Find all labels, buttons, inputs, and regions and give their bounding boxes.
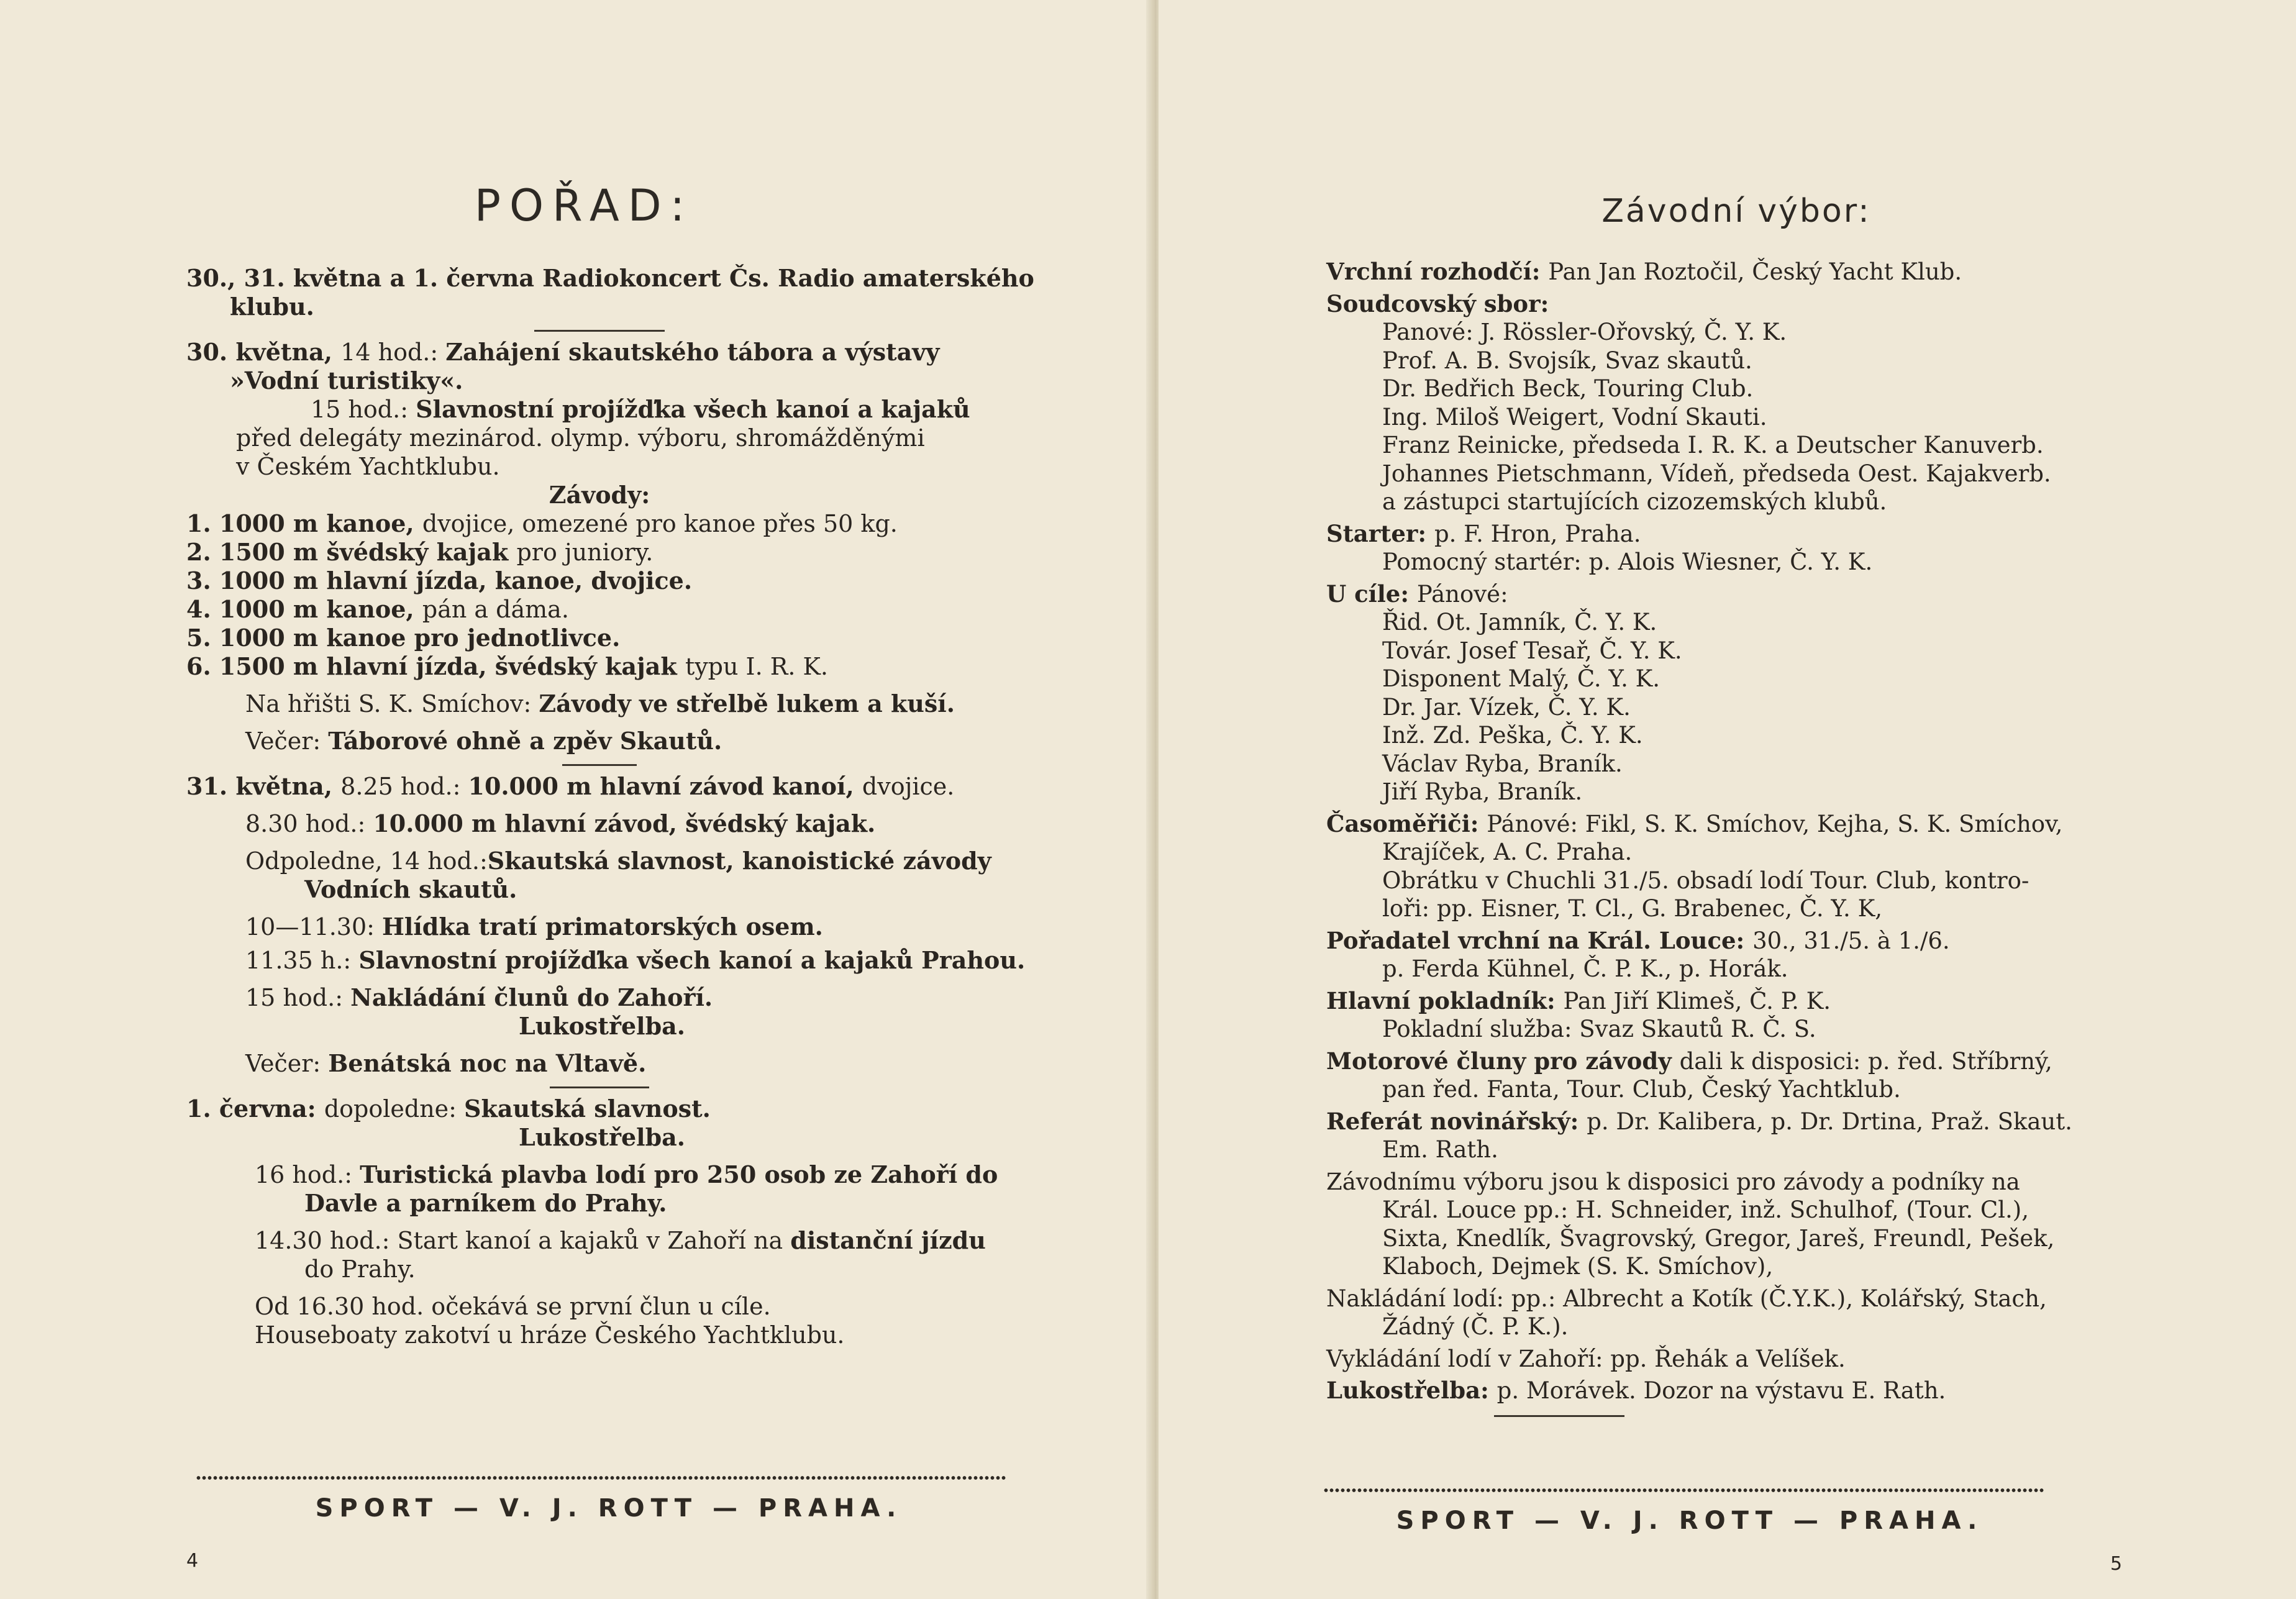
- entry-line: U cíle: Pánové:: [1326, 580, 1508, 608]
- may31-line-7: 15 hod.: Nakládání člunů do Zahoří.: [245, 983, 713, 1011]
- entry-sub-line: Pokladní služba: Svaz Skautů R. Č. S.: [1382, 1016, 1816, 1042]
- entry-sub-line: Inž. Zd. Peška, Č. Y. K.: [1382, 722, 1643, 749]
- entry-sub-line: Disponent Malý, Č. Y. K.: [1382, 665, 1660, 692]
- may30-line-1: 30. května, 14 hod.: Zahájení skautského tábora a výstavy: [186, 338, 940, 366]
- may30-line-2: »Vodní turistiky«.: [230, 367, 463, 394]
- committee-entry: [1326, 520, 2053, 576]
- entry-sub-line: a zástupci startujících cizozemských klubů.: [1382, 488, 1887, 515]
- entry-sub-line: Žádný (Č. P. K.).: [1382, 1313, 1569, 1340]
- committee-entry: [1326, 580, 2053, 806]
- entry-line: Lukostřelba: p. Morávek. Dozor na výstavu E. Rath.: [1326, 1377, 1946, 1404]
- entry-line: Pořadatel vrchní na Král. Louce: 30., 31./5. à 1./6.: [1326, 926, 1950, 954]
- race-list: [186, 509, 1013, 681]
- entry-sub-line: Klaboch, Dejmek (S. K. Smíchov),: [1382, 1253, 1774, 1280]
- entry-line: Soudcovský sbor:: [1326, 289, 1549, 317]
- archery-line: Na hřišti S. K. Smíchov: Závody ve střelbě lukem a kuší.: [245, 690, 955, 718]
- entry-sub-line: Dr. Jar. Vízek, Č. Y. K.: [1382, 693, 1631, 721]
- may31-line-6: 11.35 h.: Slavnostní projížďka všech kanoí a kajaků Prahou.: [245, 946, 1026, 974]
- evening-line: Večer: Táborové ohně a zpěv Skautů.: [245, 727, 722, 755]
- june1-line-3: 16 hod.: Turistická plavba lodí pro 250 osob ze Zahoří do: [255, 1160, 998, 1188]
- entry-sub-line: Král. Louce pp.: H. Schneider, inž. Schulhof, (Tour. Cl.),: [1382, 1196, 2029, 1223]
- race-item: 5. 1000 m kanoe pro jednotlivce.: [186, 624, 621, 652]
- race-item: 3. 1000 m hlavní jízda, kanoe, dvojice.: [186, 567, 693, 594]
- entry-sub-line: Václav Ryba, Braník.: [1382, 750, 1623, 777]
- may31-line-9: Večer: Benátská noc na Vltavě.: [245, 1049, 647, 1077]
- committee-entry: [1326, 1285, 2053, 1341]
- entry-sub-line: Johannes Pietschmann, Vídeň, předseda Oest. Kajakverb.: [1382, 460, 2051, 487]
- page-number: 5: [2110, 1553, 2123, 1575]
- may31-line-2: 8.30 hod.: 10.000 m hlavní závod, švédský kajak.: [245, 809, 876, 837]
- entry-line: Časoměřiči: Pánové: Fikl, S. K. Smíchov, Kejha, S. K. Smíchov,: [1326, 809, 2063, 837]
- printer-imprint: SPORT — V. J. ROTT — PRAHA.: [1396, 1506, 1984, 1535]
- races-heading: Závody:: [549, 481, 650, 509]
- committee-heading: Závodní výbor:: [1601, 193, 1871, 230]
- committee-entry: [1326, 1047, 2053, 1104]
- entry-sub-line: Dr. Bedřich Beck, Touring Club.: [1382, 375, 1754, 402]
- entry-sub-line: Továr. Josef Tesař, Č. Y. K.: [1382, 637, 1682, 664]
- june1-line-5: 14.30 hod.: Start kanoí a kajaků v Zahoří na distanční jízdu: [255, 1226, 986, 1254]
- dotted-rule: [1323, 1488, 2044, 1493]
- entry-sub-line: loři: pp. Eisner, T. Cl., G. Brabenec, Č. Y. K,: [1382, 895, 1882, 922]
- entry-line: Referát novinářský: p. Dr. Kalibera, p. Dr. Drtina, Praž. Skaut.: [1326, 1107, 2072, 1135]
- may30-line-3: 15 hod.: Slavnostní projížďka všech kanoí a kajaků: [311, 395, 970, 423]
- entry-sub-line: Krajíček, A. C. Praha.: [1382, 839, 1633, 865]
- committee-entry: [1326, 1107, 2072, 1164]
- committee-entry: [1326, 987, 2053, 1044]
- entry-line: Motorové čluny pro závody dali k disposici: p. řed. Stříbrný,: [1326, 1047, 2052, 1075]
- entry-line: Vykládání lodí v Zahoří: pp. Řehák a Velíšek.: [1326, 1345, 1846, 1372]
- may31-line-4: Vodních skautů.: [304, 875, 517, 903]
- june1-line-4: Davle a parníkem do Prahy.: [304, 1189, 667, 1217]
- june1-line-1: 1. června: dopoledne: Skautská slavnost.: [186, 1095, 711, 1123]
- may31-line-5: 10—11.30: Hlídka tratí primatorských osem.: [245, 913, 823, 941]
- section-divider: [550, 1086, 649, 1088]
- may31-line-8: Lukostřelba.: [519, 1012, 686, 1040]
- entry-line: Nakládání lodí: pp.: Albrecht a Kotík (Č.Y.K.), Kolářský, Stach,: [1326, 1285, 2047, 1312]
- entry-sub-line: Jiří Ryba, Braník.: [1382, 778, 1583, 805]
- race-item: 4. 1000 m kanoe, pán a dáma.: [186, 595, 569, 623]
- entry-line: Starter: p. F. Hron, Praha.: [1326, 519, 1641, 547]
- entry-sub-line: Franz Reinicke, předseda I. R. K. a Deutscher Kanuverb.: [1382, 432, 2044, 458]
- entry-sub-line: Prof. A. B. Svojsík, Svaz skautů.: [1382, 347, 1752, 374]
- entry-sub-line: Panové: J. Rössler-Ořovský, Č. Y. K.: [1382, 319, 1787, 345]
- may31-line-1: 31. května, 8.25 hod.: 10.000 m hlavní závod kanoí, dvojice.: [186, 772, 955, 800]
- entry-sub-line: pan řed. Fanta, Tour. Club, Český Yachtklub.: [1382, 1076, 1901, 1103]
- committee-entry: [1326, 1345, 2053, 1374]
- may30-line-5: v Českém Yachtklubu.: [236, 453, 500, 480]
- june1-line-7: Od 16.30 hod. očekává se první člun u cíle.: [255, 1293, 771, 1320]
- committee-entry: [1326, 290, 2053, 516]
- entry-sub-line: Pomocný startér: p. Alois Wiesner, Č. Y. K.: [1382, 549, 1873, 575]
- page-number: 4: [186, 1550, 199, 1572]
- printer-imprint: SPORT — V. J. ROTT — PRAHA.: [315, 1494, 903, 1523]
- section-divider: [562, 764, 637, 766]
- radio-concert-line-2: klubu.: [230, 293, 314, 321]
- program-heading: POŘAD:: [474, 180, 694, 231]
- entry-line: Vrchní rozhodčí: Pan Jan Roztočil, Český Yacht Klub.: [1326, 258, 1962, 285]
- right-page: [1159, 0, 2296, 1599]
- entry-sub-line: Ing. Miloš Weigert, Vodní Skauti.: [1382, 403, 1767, 430]
- committee-entry: [1326, 1377, 2053, 1405]
- entry-sub-line: Sixta, Knedlík, Švagrovský, Gregor, Jareš, Freundl, Pešek,: [1382, 1224, 2055, 1252]
- committee-entry: [1326, 1168, 2053, 1281]
- committee-entry: [1326, 809, 2063, 923]
- committee-entry: [1326, 258, 2053, 286]
- june1-line-2: Lukostřelba.: [519, 1123, 686, 1151]
- race-item: 6. 1500 m hlavní jízda, švédský kajak typu I. R. K.: [186, 652, 828, 680]
- dotted-rule: [196, 1475, 1006, 1480]
- section-divider: [534, 330, 665, 332]
- june1-line-6: do Prahy.: [304, 1255, 416, 1283]
- race-item: 1. 1000 m kanoe, dvojice, omezené pro kanoe přes 50 kg.: [186, 509, 898, 537]
- entry-sub-line: Obrátku v Chuchli 31./5. obsadí lodí Tour. Club, kontro-: [1382, 867, 2030, 894]
- program-column: [186, 264, 1034, 1349]
- june1-line-8: Houseboaty zakotví u hráze Českého Yachtklubu.: [255, 1321, 845, 1349]
- race-item: 2. 1500 m švédský kajak pro juniory.: [186, 538, 654, 566]
- committee-column: [1326, 258, 2072, 1417]
- committee-entry: [1326, 927, 2053, 983]
- entry-sub-line: Em. Rath.: [1382, 1136, 1498, 1163]
- entry-sub-line: p. Ferda Kühnel, Č. P. K., p. Horák.: [1382, 955, 1788, 982]
- entry-sub-line: Řid. Ot. Jamník, Č. Y. K.: [1382, 609, 1657, 636]
- radio-concert-line-1: 30., 31. května a 1. června Radiokoncert Čs. Radio amaterského: [186, 264, 1034, 292]
- entry-line: Hlavní pokladník: Pan Jiří Klimeš, Č. P. K.: [1326, 986, 1831, 1014]
- may31-line-3: Odpoledne, 14 hod.:Skautská slavnost, kanoistické závody: [245, 847, 991, 875]
- may30-line-4: před delegáty mezinárod. olymp. výboru, shromážděnými: [236, 424, 925, 452]
- entry-line: Závodnímu výboru jsou k disposici pro závody a podníky na: [1326, 1168, 2020, 1195]
- section-divider: [1494, 1415, 1624, 1417]
